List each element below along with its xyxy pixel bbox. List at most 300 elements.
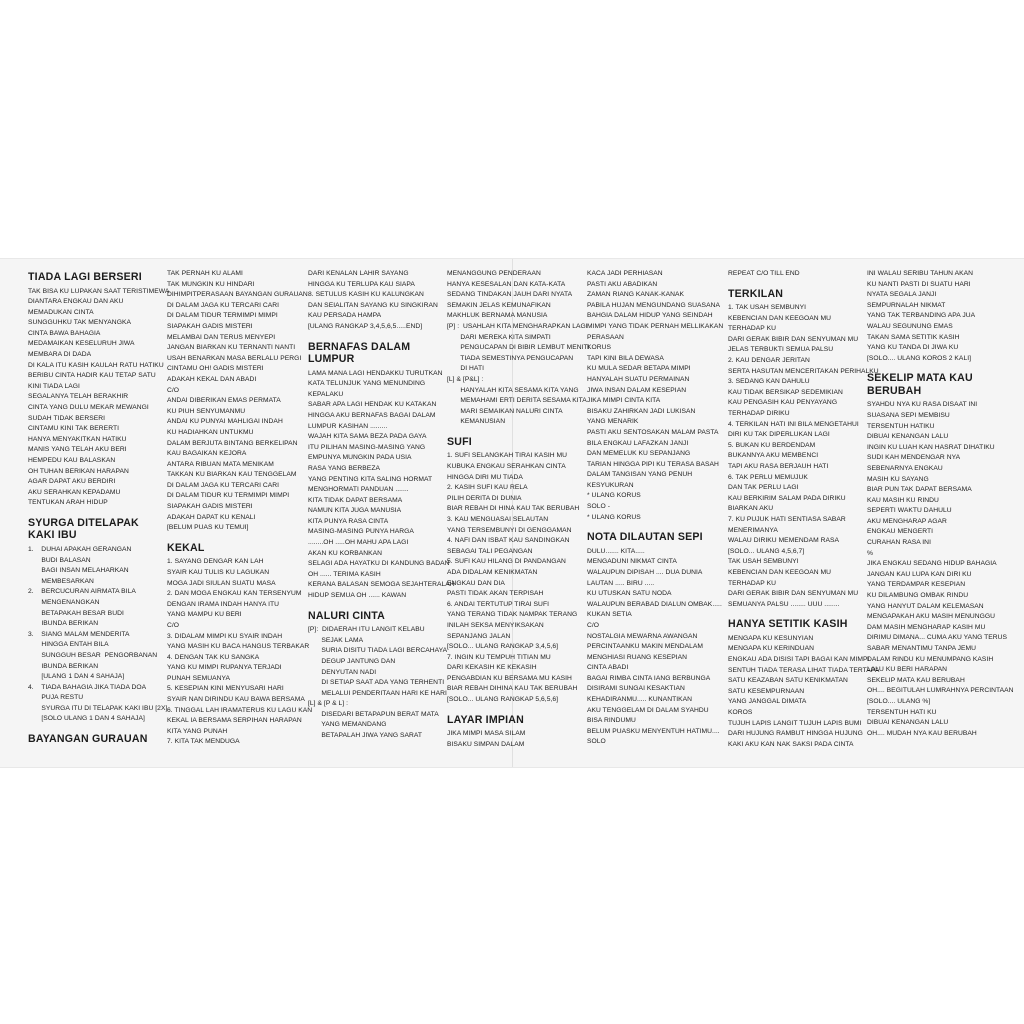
lyric-line: MEMAHAMI ERTI DERITA SESAMA KITA: [447, 397, 587, 405]
lyric-line: SEGALANYA TELAH BERAKHIR: [28, 393, 129, 401]
lyric-line: OH ...... TERIMA KASIH: [308, 570, 381, 578]
lyric-line: SUNGGUHKU TAK MENYANGKA: [28, 319, 131, 327]
lyric-line: AKU SERAHKAN KEPADAMU: [28, 488, 121, 496]
lyric-line: DI DALAM JAGA KU TERCARI CARI: [167, 481, 280, 489]
lyric-line: MARI SEMAIKAN NALURI CINTA: [447, 407, 563, 415]
lyric-line: JIKA MIMPI MASA SILAM: [447, 730, 526, 738]
lyric-line: KAU PERSADA HAMPA: [308, 312, 382, 320]
lyric-line: NYATA SEGALA JANJI: [867, 291, 937, 299]
lyric-line: [L] & [P & L] :: [308, 700, 349, 708]
song-block: [447, 436, 590, 706]
lyric-line: TERHADAP KU: [728, 325, 776, 333]
lyric-line: MASIH KU SAYANG: [867, 475, 929, 483]
lyric-line: SABAR APA LAGI HENDAK KU KATAKAN: [308, 401, 437, 409]
lyric-line: HINGGA KU TERLUPA KAU SIAPA: [308, 280, 415, 288]
lyric-line: DI SETIAP SAAT ADA YANG TERHENTI: [308, 679, 445, 687]
lyric-line: KOROS: [728, 708, 753, 716]
lyric-line: IBUNDA BERIKAN: [28, 662, 99, 670]
lyric-line: DENYUTAN NADI: [308, 668, 377, 676]
lyric-line: BISA RINDUMU: [587, 717, 636, 725]
lyric-line: DISIRAMI SUNGAI KESAKTIAN: [587, 685, 685, 693]
lyric-line: 4. DENGAN TAK KU SANGKA: [167, 653, 260, 661]
lyric-line: KU MULA SEDAR BETAPA MIMPI: [587, 365, 691, 373]
song-block: [587, 531, 723, 748]
lyric-line: SUASANA SEPI MEMBISU: [867, 411, 950, 419]
lyric-line: ADAKAH DAPAT KU KENALI: [167, 513, 256, 521]
lyric-line: 3. SIANG MALAM MENDERITA: [28, 630, 130, 638]
lyric-line: MELALUI PENDERITAAN HARI KE HARI: [308, 689, 447, 697]
lyric-line: * ULANG KORUS: [587, 513, 641, 521]
lyric-line: YANG JANGGAL DIMATA: [728, 698, 807, 706]
lyric-line: 6. ANDAI TERTUTUP TIRAI SUFI: [447, 600, 549, 608]
lyric-line: TAPI KINI BILA DEWASA: [587, 354, 664, 362]
lyric-line: [P] : USAHLAH KITA MENGHARAPKAN LAGI: [447, 322, 588, 330]
lyric-line: 1. DUHAI APAKAH GERANGAN: [28, 545, 132, 553]
song-block: [28, 271, 169, 509]
song-block: [728, 618, 879, 750]
lyric-line: BAGAI RIMBA CINTA IANG BERBUNGA: [587, 674, 711, 682]
lyric-line: DALAM RINDU KU MENUMPANG KASIH: [867, 655, 994, 663]
lyric-line: DARI KEKASIH KE KEKASIH: [447, 664, 537, 672]
lyric-line: WALAUPUN DIPISAH .... DUA DUNIA: [587, 568, 703, 576]
lyric-line: BISAKU SIMPAN DALAM: [447, 740, 525, 748]
lyric-line: LUMPUR KASIHAN .........: [308, 422, 388, 430]
lyric-line: DISEDARI BETAPAPUN BERAT MATA: [308, 710, 439, 718]
lyric-line: ANTARA RIBUAN MATA MENIKAM: [167, 460, 274, 468]
lyric-line: KEMANUSIAN: [447, 418, 506, 426]
lyric-line: TERSENTUH HATI KU: [867, 708, 937, 716]
lyric-line: YANG MEMANDANG: [308, 721, 387, 729]
lyric-line: DARI KENALAN LAHIR SAYANG: [308, 270, 409, 277]
lyric-line: TIADA SEMESTINYA PENGUCAPAN: [447, 354, 574, 362]
lyric-line: PERCINTAANKU MAKIN MENDALAM: [587, 643, 704, 651]
lyric-line: 3. SEDANG KAN DAHULU: [728, 378, 810, 386]
lyric-line: KAKI AKU KAN NAK SAKSI PADA CINTA: [728, 740, 854, 748]
lyric-line: JANGAN BIARKAN KU TERNANTI NANTI: [167, 344, 296, 352]
lyric-line: SABAR MENANTIMU TANPA JEMU: [867, 645, 977, 652]
lyric-line: TERSENTUH HATIKU: [867, 422, 935, 430]
lyric-line: MEMADUKAN CINTA: [28, 308, 94, 316]
lyric-line: KAU BAGAIKAN KEJORA: [167, 450, 247, 458]
lyric-line: DARI HUJUNG RAMBUT HINGGA HUJUNG: [728, 730, 863, 738]
lyric-line: KITA TIDAK DAPAT BERSAMA: [308, 496, 403, 504]
lyric-line: SYAIR NAN DIRINDU KAU BAWA BERSAMA: [167, 696, 305, 704]
lyric-line: * ULANG KORUS: [587, 492, 641, 500]
lyric-line: [SOLO... ULANG RANGKAP 3,4,5,6]: [447, 643, 559, 651]
lyric-line: KACA JADI PERHIASAN: [587, 270, 663, 277]
lyric-line: MEMBARA DI DADA: [28, 351, 92, 359]
lyric-line: YANG TAK TERBANDING APA JUA: [867, 312, 976, 320]
lyric-line: DIHIMPITPERASAAN BAYANGAN GURAUAN: [167, 291, 308, 299]
lyric-line: KU UTUSKAN SATU NODA: [587, 590, 672, 598]
lyric-line: DALAM TANGISAN YANG PENUH: [587, 471, 693, 479]
lyrics-insert-sheet: [0, 258, 1024, 768]
lyric-line: BUDI BALASAN: [28, 556, 91, 564]
lyric-line: TAKAN SAMA SETITIK KASIH: [867, 333, 960, 341]
lyric-line: ADA DIDALAM KENIKMATAN: [447, 568, 538, 576]
lyric-line: KU NANTI PASTI DI SUATU HARI: [867, 280, 971, 288]
lyric-line: YANG KU TANDA DI JIWA KU: [867, 344, 959, 352]
lyric-line: TARIAN HINGGA PIPI KU TERASA BASAH: [587, 460, 719, 468]
lyric-line: REPEAT C/O TILL END: [728, 270, 800, 277]
lyric-line: MANIS YANG TELAH AKU BERI: [28, 446, 127, 454]
lyric-line: MOGA JADI SIULAN SUATU MASA: [167, 579, 276, 587]
lyric-line: SOLO: [587, 738, 606, 746]
lyric-line: SEKELIP MATA KAU BERUBAH: [867, 676, 965, 684]
lyric-line: CINTAMU OH! GADIS MISTERI: [167, 365, 264, 373]
lyric-line: SIAPAKAH GADIS MISTERI: [167, 322, 253, 330]
lyric-line: JIWA INSAN DALAM KESEPIAN: [587, 386, 687, 394]
song-title: BERNAFAS DALAM LUMPUR: [308, 340, 411, 366]
lyric-line: ENGKAU DAN DIA: [447, 579, 505, 587]
lyric-line: 3. KAU MENGUASAI SELAUTAN: [447, 515, 549, 523]
lyric-line: [SOLO.... ULANG %]: [867, 697, 931, 705]
lyric-line: CINTAMU KINI TAK BERERTI: [28, 425, 119, 433]
lyric-line: 8. SETULUS KASIH KU KALUNGKAN: [308, 291, 424, 299]
song-block: [308, 610, 455, 742]
lyric-line: KUKAN SETIA: [587, 611, 632, 619]
lyric-line: BETAPALAH JIWA YANG SARAT: [308, 732, 423, 740]
lyric-line: CINTA BAWA BAHAGIA: [28, 329, 101, 337]
lyric-line: HINGGA AKU BERNAFAS BAGAI DALAM: [308, 411, 436, 419]
lyric-line: MELAMBAI DAN TERUS MENYEPI: [167, 333, 276, 341]
lyric-line: PENGABDIAN KU BERSAMA MU KASIH: [447, 674, 572, 682]
lyric-line: KEKAL IA BERSAMA SERPIHAN HARAPAN: [167, 717, 302, 725]
lyric-line: KITA PUNYA RASA CINTA: [308, 517, 389, 525]
song-title: SEKELIP MATA KAU BERUBAH: [867, 372, 973, 397]
lyric-line: KAU MASIH KU RINDU: [867, 496, 939, 504]
lyric-line: INI WALAU SERIBU TAHUN AKAN: [867, 270, 974, 277]
lyric-line: BETAPAKAH BESAR BUDI: [28, 609, 124, 617]
lyric-line: OH.... BEGITULAH LUMRAHNYA PERCINTAAN: [867, 687, 1014, 695]
lyric-line: DARI MEREKA KITA SIMPATI: [447, 333, 551, 341]
lyric-line: MENGADUNI NIKMAT CINTA: [587, 558, 677, 566]
lyric-line: KAU BERKIRIM SALAM PADA DIRIKU: [728, 494, 846, 502]
lyric-line: MENGAPA KU KERINDUAN: [728, 645, 814, 653]
song-block: [167, 542, 312, 748]
lyric-line: SEPANJANG JALAN: [447, 632, 511, 640]
lyric-line: TERHADAP KU: [728, 579, 776, 587]
lyric-line: YANG PENTING KITA SALING HORMAT: [308, 475, 433, 483]
lyric-line: [SOLO ULANG 1 DAN 4 SAHAJA]: [28, 715, 145, 723]
lyric-line: INGIN KU LUAH KAN HASRAT DIHATIKU: [867, 443, 995, 451]
lyric-line: DAM MASIH MENGHARAP KASIH MU: [867, 623, 986, 631]
lyric-line: KU PIUH SENYUMANMU: [167, 407, 246, 415]
lyric-line: TERHADAP DIRIKU: [728, 410, 790, 418]
song-block: [587, 269, 723, 523]
lyric-line: HIDUP SEMUA OH ...... KAWAN: [308, 592, 407, 600]
lyric-line: WALAU DIRIKU MEMENDAM RASA: [728, 537, 840, 545]
lyric-line: LAUTAN ..... BIRU .....: [587, 579, 655, 587]
lyric-line: KESYUKURAN: [587, 481, 634, 489]
lyric-line: KU HADIAHKAN UNTUKMU: [167, 428, 254, 436]
lyric-line: YANG KU MIMPI RUPANYA TERJADI: [167, 664, 282, 672]
lyric-line: 2. KAU DENGAR JERITAN: [728, 357, 810, 365]
lyric-line: JELAS TERBUKTI SEMUA PALSU: [728, 346, 834, 354]
song-block: [867, 372, 1014, 739]
lyrics-column-2: [167, 269, 312, 756]
lyric-line: [SOLO... ULANG 4,5,6,7]: [728, 547, 805, 555]
lyric-line: 2. BERCUCURAN AIRMATA BILA: [28, 588, 136, 596]
lyric-line: SEDANG TINDAKAN JAUH DARI NYATA: [447, 291, 573, 299]
lyric-line: MENGHIASI RUANG KESEPIAN: [587, 653, 688, 661]
lyric-line: %: [867, 549, 873, 557]
song-block: [28, 517, 169, 725]
lyric-line: SYAHDU NYA KU RASA DISAAT INI: [867, 401, 978, 409]
lyric-line: C/O: [587, 621, 600, 629]
lyric-line: YANG TERANG TIDAK NAMPAK TERANG: [447, 611, 578, 619]
lyric-line: TAK USAH SEMBUNYI: [728, 558, 799, 566]
lyric-line: KAU TIDAK BERSIKAP SEDEMIKIAN: [728, 388, 843, 396]
lyric-line: DI HATI: [447, 365, 484, 373]
lyric-line: RASA YANG BERBEZA: [308, 464, 380, 472]
lyric-line: AKU MENGHARAP AGAR: [867, 517, 947, 525]
lyrics-column-7: [867, 269, 1014, 747]
lyric-line: 4. NAFI DAN ISBAT KAU SANDINGKAN: [447, 537, 570, 545]
lyric-line: SYURGA ITU DI TELAPAK KAKI IBU [2X]: [28, 704, 168, 712]
lyric-line: SELAGI ADA HAYATKU DI KANDUNG BADAN: [308, 560, 450, 568]
lyric-line: PASTI TIDAK AKAN TERPISAH: [447, 590, 544, 598]
lyric-line: MAKHLUK BERNAMA MANUSIA: [447, 312, 548, 320]
lyric-line: C/O: [167, 386, 180, 394]
lyric-line: PILIH DERITA DI DUNIA: [447, 494, 522, 502]
lyric-line: ENGKAU ADA DISISI TAPI BAGAI KAN MIMPI: [728, 656, 870, 663]
lyric-line: 5. KESEPIAN KINI MENYUSARI HARI: [167, 685, 284, 693]
song-block: [447, 714, 590, 751]
lyric-line: YANG TERDAMPAR KESEPIAN: [867, 581, 966, 589]
lyric-line: BELUM PUASKU MENYENTUH HATIMU....: [587, 727, 720, 735]
lyric-line: ZAMAN RIANG KANAK-KANAK: [587, 291, 685, 299]
lyric-line: BIAR REBAH DIHINA KAU TAK BERUBAH: [447, 685, 578, 693]
lyric-line: SUNGGUH BESAR PENGORBANAN: [28, 651, 158, 659]
lyric-line: 5. SUFI KAU HILANG DI PANDANGAN: [447, 558, 566, 566]
lyric-line: SEMAKIN JELAS KEMUNAFIKAN: [447, 301, 551, 309]
lyrics-column-3: [308, 269, 455, 750]
lyric-line: SEMPURNALAH NIKMAT: [867, 301, 946, 309]
lyric-line: [P]: DIDAERAH ITU LANGIT KELABU: [308, 626, 425, 634]
song-title: TERKILAN: [728, 287, 784, 300]
lyric-line: SURIA DISITU TIADA LAGI BERCAHAYA: [308, 647, 448, 655]
lyric-line: TAK BISA KU LUPAKAN SAAT TERISTIMEWA: [28, 287, 170, 295]
song-block: [167, 269, 312, 534]
lyric-line: KERANA BALASAN SEMOGA SEJAHTERALAH: [308, 581, 455, 589]
lyric-line: EMPUNYA MUNGKIN PADA USIA: [308, 454, 412, 462]
lyric-line: KORUS: [587, 344, 612, 352]
lyric-line: DIBUAI KENANGAN LALU: [867, 433, 949, 441]
lyric-line: MASING-MASING PUNYA HARGA: [308, 528, 414, 536]
lyric-line: DI KALA ITU KASIH KAULAH RATU HATIKU: [28, 361, 164, 369]
lyric-line: KEBENCIAN DAN KEEGOAN MU: [728, 314, 832, 322]
lyric-line: HINGGA ENTAH BILA: [28, 641, 109, 649]
lyrics-column-4: [447, 269, 590, 758]
lyric-line: [ULANG 1 DAN 4 SAHAJA]: [28, 673, 125, 681]
lyric-line: [SOLO.... ULANG KOROS 2 KALI]: [867, 354, 972, 362]
lyric-line: 4. TERKILAN HATI INI BILA MENGETAHUI: [728, 420, 859, 428]
lyric-line: DAN SEIALITAN SAYANG KU SINGKIRAN: [308, 301, 438, 309]
lyric-line: TAK PERNAH KU ALAMI: [167, 270, 243, 277]
lyric-line: SERTA HASUTAN MENCERITAKAN PERIHALKU: [728, 367, 879, 375]
lyric-line: NOSTALGIA MEWARNA AWANGAN: [587, 632, 698, 640]
song-title: LAYAR IMPIAN: [447, 713, 524, 726]
lyric-line: KEBENCIAN DAN KEEGOAN MU: [728, 568, 832, 576]
lyric-line: KITA YANG PUNAH: [167, 727, 228, 735]
lyric-line: CURAHAN RASA INI: [867, 539, 931, 547]
lyric-line: TENTUKAN ARAH HIDUP: [28, 499, 108, 507]
lyric-line: DI DALAM TIDUR KU TERMIMPI MIMPI: [167, 492, 290, 500]
lyric-line: AGAR DAPAT AKU BERDIRI: [28, 478, 116, 486]
lyric-line: 2. KASIH SUFI KAU RELA: [447, 484, 528, 492]
song-block: [447, 269, 590, 428]
song-title: NALURI CINTA: [308, 609, 385, 622]
lyric-line: BIAR PUN TAK DAPAT BERSAMA: [867, 486, 972, 494]
lyric-line: [L] & [P&L] :: [447, 375, 484, 383]
lyric-line: ADAKAH KEKAL DAN ABADI: [167, 375, 257, 383]
song-block: [308, 269, 455, 333]
lyric-line: SEBENARNYA ENGKAU: [867, 464, 943, 472]
lyric-line: 2. DAN MOGA ENGKAU KAN TERSENYUM: [167, 590, 302, 598]
lyric-line: 1. SUFI SELANGKAH TIRAI KASIH MU: [447, 452, 568, 460]
lyric-line: CINTA ABADI: [587, 664, 629, 672]
lyric-line: MENGHORMATI PANDUAN .......: [308, 486, 409, 494]
lyric-line: PUJA RESTU: [28, 694, 84, 702]
lyric-line: BISAKU ZAHIRKAN JADI LUKISAN: [587, 407, 696, 415]
lyric-line: 4. TIADA BAHAGIA JIKA TIADA DOA: [28, 683, 147, 691]
song-block: [867, 269, 1014, 364]
lyric-line: YANG TERSEMBUNYI DI GENGGAMAN: [447, 526, 572, 534]
lyric-line: BERIBU CINTA HADIR KAU TETAP SATU: [28, 372, 156, 380]
lyric-line: CINTA YANG DULU MEKAR MEWANGI: [28, 404, 149, 412]
lyric-line: JIKA ENGKAU SEDANG HIDUP BAHAGIA: [867, 560, 997, 568]
lyric-line: HANYALAH SUATU PERMAINAN: [587, 375, 690, 383]
lyric-line: PASTI AKU ABADIKAN: [587, 280, 658, 288]
lyric-line: TUJUH LAPIS LANGIT TUJUH LAPIS BUMI: [728, 719, 862, 727]
lyric-line: DAN MEMELUK KU SEPANJANG: [587, 450, 691, 458]
lyric-line: JIKA MIMPI CINTA KITA: [587, 397, 661, 405]
lyric-line: DARI GERAK BIBIR DAN SENYUMAN MU: [728, 590, 859, 598]
lyric-line: BUKANNYA AKU MEMBENCI: [728, 452, 819, 460]
lyric-line: HANYA MENYAKITKAN HATIKU: [28, 435, 127, 443]
lyrics-column-5: [587, 269, 723, 756]
song-title: BAYANGAN GURAUAN: [28, 733, 148, 746]
lyric-line: DARI GERAK BIBIR DAN SENYUMAN MU: [728, 335, 859, 343]
lyric-line: 7. KITA TAK MENDUGA: [167, 738, 240, 746]
lyric-line: NAMUN KITA JUGA MANUSIA: [308, 507, 402, 515]
lyric-line: JANGAN KAU LUPA KAN DIRI KU: [867, 570, 972, 578]
lyric-line: SEBAGAI TALI PEGANGAN: [447, 547, 533, 555]
lyric-line: KU DILAMBUNG OMBAK RINDU: [867, 592, 969, 600]
lyric-line: PENGUCAPAN DI BIBIR LEMBUT MENITI: [447, 344, 590, 352]
lyric-line: WALAUPUN BERABAD DIALUN OMBAK.....: [587, 600, 722, 608]
song-title: SUFI: [447, 435, 472, 448]
song-title: HANYA SETITIK KASIH: [728, 618, 848, 631]
lyric-line: KEHADIRANMU..... KUNANTIKAN: [587, 696, 693, 704]
lyric-line: YANG MENARIK: [587, 418, 639, 426]
lyric-line: DIRIMU DIMANA... CUMA AKU YANG TERUS: [867, 634, 1008, 642]
lyric-line: BIARKAN AKU: [728, 505, 774, 513]
lyric-line: HEMPEDU KAU BALASKAN: [28, 457, 116, 464]
lyric-line: [ULANG RANGKAP 3,4,5,6,5.....END]: [308, 322, 423, 330]
lyric-line: [SOLO... ULANG RANGKAP 5,6,5,6]: [447, 696, 559, 704]
lyric-line: PERASAAN: [587, 333, 624, 341]
lyric-line: BAGI INSAN MELAHARKAN: [28, 567, 129, 575]
lyric-line: YANG MAMPU KU BERI: [167, 611, 242, 619]
lyric-line: SYAIR KAU TULIS KU LAGUKAN: [167, 568, 270, 576]
lyric-line: MENANGGUNG PENDERAAN: [447, 270, 541, 277]
song-block: [728, 288, 879, 611]
lyric-line: MEMBESARKAN: [28, 577, 94, 585]
lyric-line: PASTI AKU SENTOSAKAN MALAM PASTA: [587, 428, 719, 436]
lyric-line: 5. BUKAN KU BERDENDAM: [728, 441, 816, 449]
lyric-line: INILAH SEKSA MENYIKSAKAN: [447, 621, 544, 629]
lyric-line: HANYA KESESALAN DAN KATA-KATA: [447, 280, 566, 288]
lyric-line: DALAM BERJUTA BINTANG BERKELIPAN: [167, 439, 298, 447]
lyric-line: PUNAH SEMUANYA: [167, 674, 231, 682]
song-block: [28, 733, 169, 746]
lyric-line: SEMUANYA PALSU ........ UUU ........: [728, 600, 840, 608]
lyric-line: SOLO -: [587, 503, 610, 511]
lyric-line: KAU PENGASIH KAU PENYAYANG: [728, 399, 838, 407]
lyric-line: 7. INGIN KU TEMPUH TITIAN MU: [447, 653, 551, 661]
lyric-line: LAMA MANA LAGI HENDAKKU TURUTKAN: [308, 369, 443, 377]
lyric-line: DIRI KU TAK DIPERLUKAN LAGI: [728, 431, 830, 439]
lyric-line: SENTUH TIADA TERASA LIHAT TIADA TERTAPA: [728, 666, 880, 674]
lyric-line: DULU....... KITA.....: [587, 547, 645, 555]
lyric-line: 7. KU PUJUK HATI SENTIASA SABAR: [728, 515, 846, 523]
song-title: KEKAL: [167, 541, 205, 554]
lyrics-column-1: [28, 269, 169, 754]
lyric-line: AKAN KU KORBANKAN: [308, 549, 383, 557]
lyric-line: WAJAH KITA SAMA BEZA PADA GAYA: [308, 433, 427, 441]
lyric-line: KATA TELUNJUK YANG MENUNDING: [308, 380, 426, 388]
lyric-line: BIAR REBAH DI HINA KAU TAK BERUBAH: [447, 505, 580, 513]
lyric-line: SATU KEAZABAN SATU KENIKMATAN: [728, 677, 848, 685]
lyric-line: 1. SAYANG DENGAR KAN LAH: [167, 558, 264, 566]
lyric-line: C/O: [167, 621, 180, 629]
lyric-line: KINI TIADA LAGI: [28, 382, 80, 390]
lyric-line: OH.... MUDAH NYA KAU BERUBAH: [867, 729, 977, 737]
lyric-line: LALU KU BERI HARAPAN: [867, 666, 948, 674]
lyric-line: KEPALAKU: [308, 390, 344, 398]
lyric-line: DIBUAI KENANGAN LALU: [867, 719, 949, 727]
lyric-line: BAHGIA DALAM HIDUP YANG SEINDAH: [587, 312, 713, 320]
song-block: [308, 341, 455, 602]
lyric-line: SIAPAKAH GADIS MISTERI: [167, 503, 253, 511]
lyric-line: SATU KESEMPURNAAN: [728, 687, 805, 695]
lyric-line: DENGAN IRAMA INDAH HANYA ITU: [167, 600, 280, 608]
lyric-line: SUDAH TIDAK BERSERI: [28, 414, 106, 422]
lyric-line: DIANTARA ENGKAU DAN AKU: [28, 298, 124, 306]
lyric-line: MENGAPAKAH AKU MASIH MENUNGGU: [867, 613, 996, 621]
lyric-line: MENGAPA KU KESUNYIAN: [728, 634, 814, 642]
lyric-line: WALAU SEGUNUNG EMAS: [867, 322, 953, 330]
lyric-line: MEDAMAIKAN KESELURUH JIWA: [28, 340, 135, 348]
lyric-line: MENERIMANYA: [728, 526, 778, 534]
song-block: [728, 269, 879, 280]
lyric-line: TAPI AKU RASA BERJAUH HATI: [728, 463, 829, 470]
lyric-line: MENGENANGKAN: [28, 598, 100, 606]
lyric-line: SUDI KAH MENDENGAR NYA: [867, 454, 961, 462]
song-title: NOTA DILAUTAN SEPI: [587, 531, 703, 544]
lyric-line: PABILA HUJAN MENGUNDANG SUASANA: [587, 301, 720, 309]
lyric-line: DI DALAM JAGA KU TERCARI CARI: [167, 301, 280, 309]
lyric-line: BILA ENGKAU LAFAZKAN JANJI: [587, 439, 689, 447]
lyric-line: HANYALAH KITA SESAMA KITA YANG: [447, 386, 579, 394]
lyric-line: KUBUKA ENGKAU SERAHKAN CINTA: [447, 463, 566, 470]
lyric-line: SEPERTI WAKTU DAHULU: [867, 507, 952, 515]
lyrics-column-6: [728, 269, 879, 758]
song-title: SYURGA DITELAPAK KAKI IBU: [28, 516, 139, 542]
lyric-line: TAK MUNGKIN KU HINDARI: [167, 280, 255, 288]
